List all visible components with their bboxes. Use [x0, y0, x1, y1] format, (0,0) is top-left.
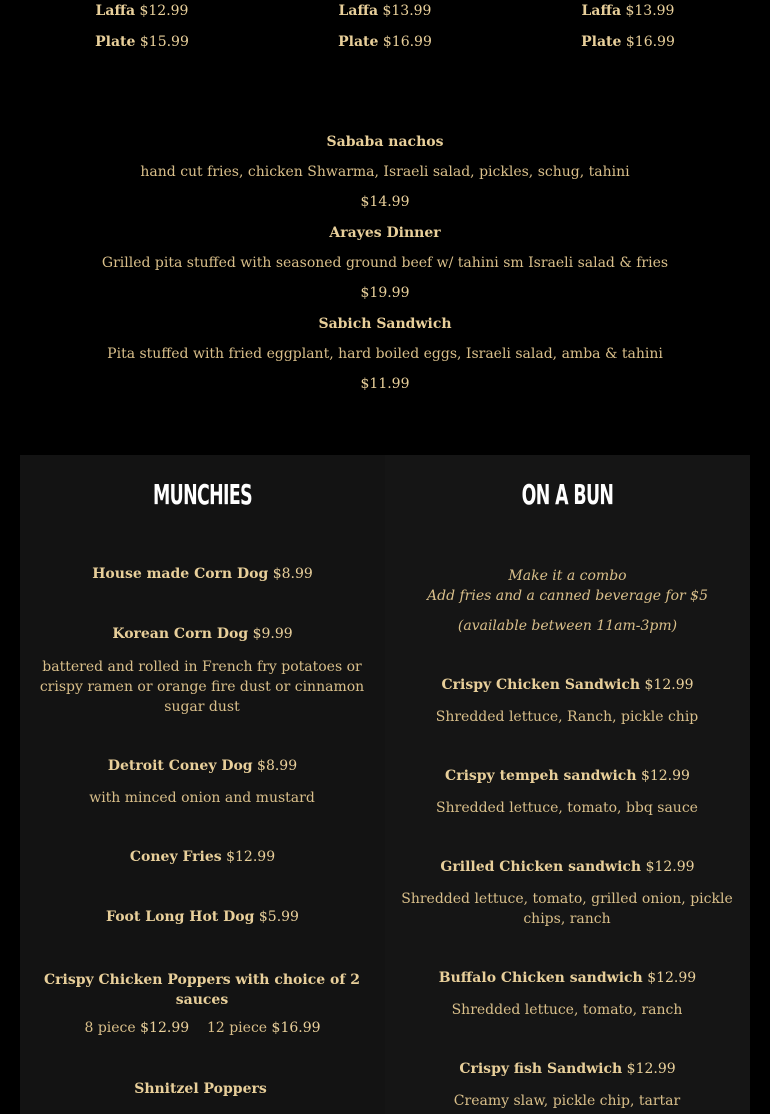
laffa-price: $13.99 [625, 3, 675, 19]
plate-label: Plate [581, 34, 622, 50]
laffa-price: $12.99 [139, 3, 189, 19]
item-name: Detroit Coney Dog [107, 758, 253, 774]
item-price: $12.99 [644, 677, 694, 693]
option-price: $16.99 [271, 1020, 321, 1036]
item-description: Shredded lettuce, Ranch, pickle chip [435, 709, 699, 725]
menu-item [20, 909, 385, 925]
item-name: House made Corn Dog [92, 566, 269, 582]
on-a-bun-heading: ON A BUN [521, 478, 614, 511]
item-name: Crispy Chicken Sandwich [441, 677, 641, 693]
laffa-label: Laffa [95, 3, 136, 19]
menu-item [385, 677, 750, 693]
special-title: Arayes Dinner [329, 225, 441, 241]
item-name: Korean Corn Dog [112, 626, 249, 642]
item-price: $8.99 [272, 566, 313, 582]
special-price: $19.99 [360, 285, 410, 301]
special-title: Sabich Sandwich [318, 316, 452, 332]
special-description: hand cut fries, chicken Shwarma, Israeli salad, pickles, schug, tahini [140, 164, 630, 180]
laffa-label: Laffa [338, 3, 379, 19]
item-description: Creamy slaw, pickle chip, tartar [453, 1093, 681, 1109]
item-price: $5.99 [258, 909, 299, 925]
item-name: Coney Fries [129, 849, 222, 865]
plate-price: $16.99 [625, 34, 675, 50]
price-column [265, 0, 505, 62]
item-name: Crispy fish Sandwich [459, 1061, 623, 1077]
item-name: Crispy tempeh sandwich [445, 768, 637, 784]
item-name: Shnitzel Poppers [134, 1081, 267, 1097]
special-description: Grilled pita stuffed with seasoned ground beef w/ tahini sm Israeli salad & fries [101, 255, 669, 271]
menu-item-options [20, 1020, 385, 1036]
special-description: Pita stuffed with fried eggplant, hard boiled eggs, Israeli salad, amba & tahini [107, 346, 663, 362]
item-price: $12.99 [640, 768, 690, 784]
item-name: Grilled Chicken sandwich [440, 859, 642, 875]
combo-availability: (available between 11am-3pm) [457, 618, 678, 634]
item-price: $12.99 [647, 970, 697, 986]
combo-line: Add fries and a canned beverage for $5 [427, 588, 708, 604]
menu-item [385, 970, 750, 986]
item-name: Foot Long Hot Dog [106, 909, 255, 925]
munchies-heading: MUNCHIES [152, 478, 253, 511]
plate-price: $15.99 [139, 34, 189, 50]
plate-label: Plate [338, 34, 379, 50]
combo-line: Make it a combo [508, 568, 627, 584]
item-description: Shredded lettuce, tomato, ranch [451, 1002, 683, 1018]
item-description: Shredded lettuce, tomato, bbq sauce [436, 800, 698, 816]
munchies-panel [20, 455, 385, 1114]
option-price: $12.99 [140, 1020, 190, 1036]
plate-label: Plate [95, 34, 136, 50]
item-description: with minced onion and mustard [89, 790, 315, 806]
item-price: $9.99 [252, 626, 293, 642]
item-price: $8.99 [257, 758, 298, 774]
special-price: $14.99 [360, 194, 410, 210]
laffa-label: Laffa [581, 3, 622, 19]
option-label: 8 piece [84, 1020, 136, 1036]
special-price: $11.99 [360, 376, 410, 392]
price-row [0, 0, 770, 60]
item-price: $12.99 [226, 849, 276, 865]
option-label: 12 piece [206, 1020, 268, 1036]
item-description: battered and rolled in French fry potatoes or crispy ramen or orange fire dust or cinnamon sugar dust [39, 659, 365, 715]
menu-item [18, 1081, 383, 1097]
price-column [22, 0, 262, 62]
item-price: $12.99 [645, 859, 695, 875]
price-column [508, 0, 748, 62]
menu-item [20, 626, 385, 642]
plate-price: $16.99 [382, 34, 432, 50]
menu-item [385, 859, 750, 875]
item-price: $12.99 [626, 1061, 676, 1077]
menu-item [20, 758, 385, 774]
laffa-price: $13.99 [382, 3, 432, 19]
item-name: Crispy Chicken Poppers with choice of 2 sauces [44, 972, 360, 1008]
menu-item [20, 566, 385, 582]
item-name: Buffalo Chicken sandwich [438, 970, 643, 986]
menu-item [20, 849, 385, 865]
menu-item [385, 768, 750, 784]
menu-item [385, 1061, 750, 1077]
item-description: Shredded lettuce, tomato, grilled onion, pickle chips, ranch [401, 891, 733, 927]
specials-section [0, 130, 770, 403]
special-title: Sababa nachos [326, 134, 444, 150]
